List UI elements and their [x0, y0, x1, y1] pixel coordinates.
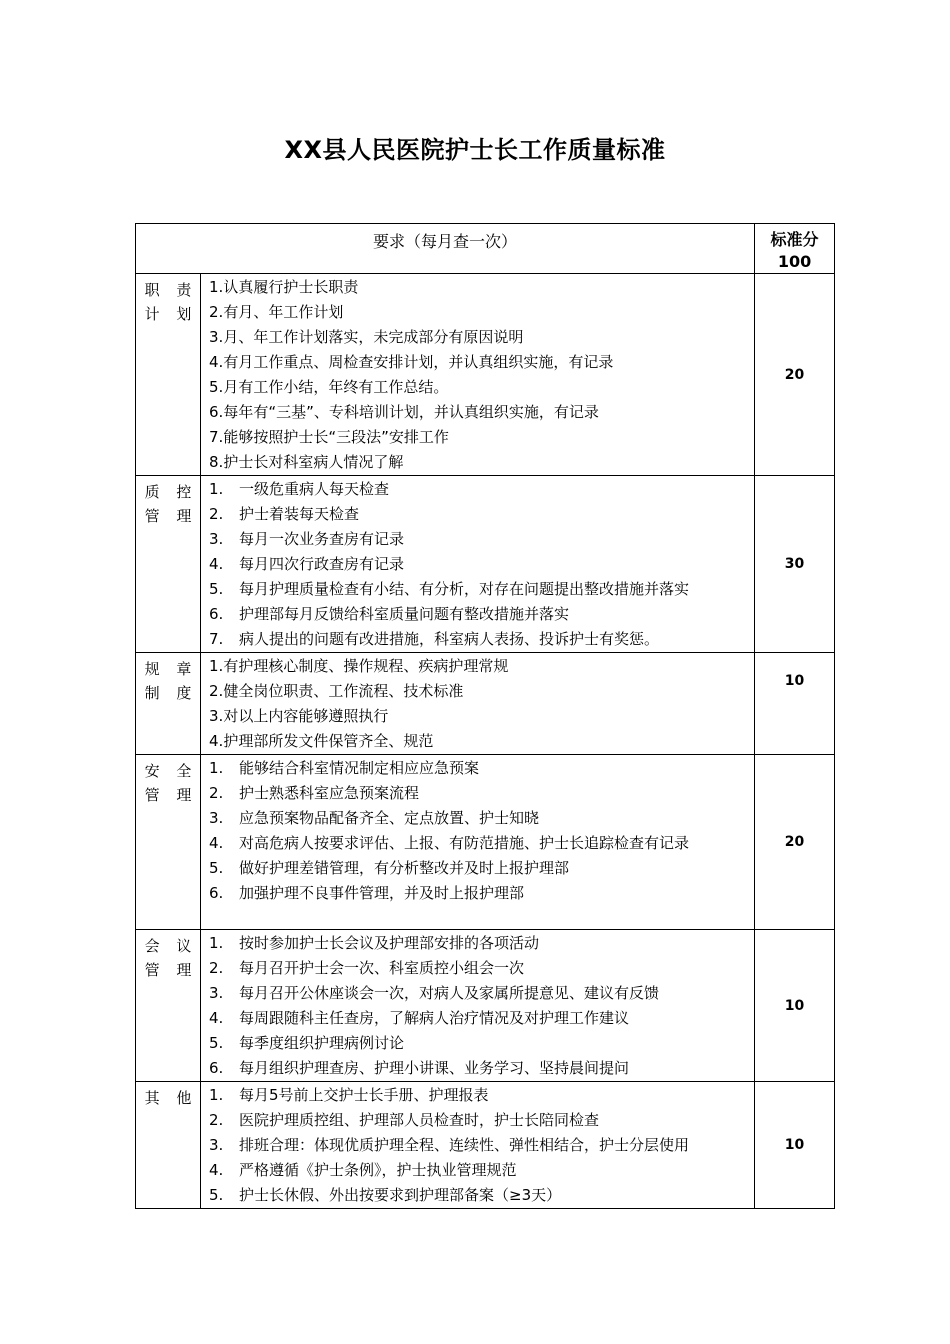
item-text: 严格遵循《护士条例》，护士执业管理规范: [239, 1161, 517, 1179]
item-text: 每季度组织护理病例讨论: [239, 1034, 405, 1052]
list-item: [209, 527, 750, 552]
item-text: 病人提出的问题有改进措施，科室病人表扬、投诉护士有奖惩。: [239, 630, 660, 648]
item-text: 每月四次行政查房有记录: [239, 555, 405, 573]
category-cell: [136, 930, 201, 1082]
item-number: 3.: [209, 328, 224, 346]
list-item: [209, 781, 750, 806]
item-text: 对以上内容能够遵照执行: [223, 707, 389, 725]
list-item: [209, 450, 750, 475]
list-item: [209, 679, 750, 704]
item-number: 1.: [209, 657, 224, 675]
item-number: 4.: [209, 1161, 224, 1179]
category-label: 制 度: [144, 684, 198, 702]
list-item: [209, 729, 750, 754]
item-text: 健全岗位职责、工作流程、技术标准: [223, 682, 464, 700]
score-header-total: 100: [777, 252, 812, 271]
item-number: 1.: [209, 759, 224, 777]
category-cell: [136, 755, 201, 930]
item-number: 6.: [209, 403, 224, 421]
item-number: 8.: [209, 453, 224, 471]
item-number: 4.: [209, 1009, 224, 1027]
item-number: 2.: [209, 505, 224, 523]
item-number: 3.: [209, 984, 224, 1002]
item-text: 医院护理质控组、护理部人员检查时，护士长陪同检查: [239, 1111, 600, 1129]
item-number: 5.: [209, 1186, 224, 1204]
list-item: [209, 1056, 750, 1081]
list-item: [209, 602, 750, 627]
page-title: XX县人民医院护士长工作质量标准: [284, 136, 666, 164]
list-item: [209, 477, 750, 502]
category-label: 管 理: [144, 786, 198, 804]
item-text: 能够按照护士长“三段法”安排工作: [223, 428, 449, 446]
item-number: 2.: [209, 1111, 224, 1129]
list-item: [209, 1133, 750, 1158]
item-number: 1.: [209, 1086, 224, 1104]
requirements-cell: [201, 930, 755, 1082]
list-item: [209, 425, 750, 450]
item-number: 3.: [209, 530, 224, 548]
list-item: [209, 1108, 750, 1133]
list-item: [209, 350, 750, 375]
score-value: 10: [755, 653, 835, 755]
item-text: 排班合理：体现优质护理全程、连续性、弹性相结合，护士分层使用: [239, 1136, 690, 1154]
score-value: 10: [755, 1082, 835, 1209]
item-number: 3.: [209, 809, 224, 827]
list-item: [209, 1158, 750, 1183]
item-text: 护士长对科室病人情况了解: [223, 453, 404, 471]
list-item: [209, 1183, 750, 1208]
category-label: 规 章: [144, 660, 198, 678]
item-text: 护士熟悉科室应急预案流程: [239, 784, 420, 802]
category-cell: [136, 476, 201, 653]
item-text: 每月召开护士会一次、科室质控小组会一次: [239, 959, 525, 977]
item-text: 每月护理质量检查有小结、有分析，对存在问题提出整改措施并落实: [239, 580, 690, 598]
item-text: 护理部每月反馈给科室质量问题有整改措施并落实: [239, 605, 570, 623]
item-text: 有月、年工作计划: [223, 303, 344, 321]
item-number: 7.: [209, 428, 224, 446]
list-item: [209, 275, 750, 300]
item-number: 2.: [209, 959, 224, 977]
item-text: 按时参加护士长会议及护理部安排的各项活动: [239, 934, 540, 952]
item-number: 3.: [209, 707, 224, 725]
item-number: 2.: [209, 682, 224, 700]
category-label: 计 划: [144, 305, 198, 323]
category-cell: [136, 653, 201, 755]
list-item: [209, 831, 750, 856]
item-text: 护士长休假、外出按要求到护理部备案（≥3天）: [239, 1186, 562, 1204]
item-text: 对高危病人按要求评估、上报、有防范措施、护士长追踪检查有记录: [239, 834, 690, 852]
item-text: 有护理核心制度、操作规程、疾病护理常规: [223, 657, 509, 675]
requirements-cell: [201, 476, 755, 653]
item-number: 5.: [209, 1034, 224, 1052]
item-number: 5.: [209, 378, 224, 396]
list-item: [209, 956, 750, 981]
item-number: 4.: [209, 834, 224, 852]
item-number: 7.: [209, 630, 224, 648]
list-item: [209, 300, 750, 325]
list-item: [209, 1083, 750, 1108]
list-item: [209, 654, 750, 679]
item-number: 1.: [209, 480, 224, 498]
item-number: 1.: [209, 934, 224, 952]
item-number: 1.: [209, 278, 224, 296]
list-item: [209, 400, 750, 425]
list-item: [209, 375, 750, 400]
category-label: 管 理: [144, 961, 198, 979]
list-item: [209, 1006, 750, 1031]
score-value: 10: [755, 930, 835, 1082]
section-row-meeting-management: [136, 930, 835, 1082]
category-label: 安 全: [144, 762, 198, 780]
list-item: [209, 552, 750, 577]
section-row-rules-system: [136, 653, 835, 755]
item-number: 2.: [209, 784, 224, 802]
item-number: 5.: [209, 859, 224, 877]
category-label: 其 他: [144, 1089, 198, 1107]
item-number: 2.: [209, 303, 224, 321]
section-row-safety-management: [136, 755, 835, 930]
score-header: [755, 224, 835, 274]
item-text: 月有工作小结，年终有工作总结。: [223, 378, 449, 396]
list-item: [209, 981, 750, 1006]
list-item: [209, 704, 750, 729]
list-item: [209, 325, 750, 350]
item-text: 应急预案物品配备齐全、定点放置、护士知晓: [239, 809, 540, 827]
category-label: 会 议: [144, 937, 198, 955]
list-item: [209, 756, 750, 781]
item-number: 4.: [209, 732, 224, 750]
item-text: 有月工作重点、周检查安排计划，并认真组织实施，有记录: [223, 353, 614, 371]
list-item: [209, 931, 750, 956]
category-label: 质 控: [144, 483, 198, 501]
item-text: 每周跟随科主任查房，了解病人治疗情况及对护理工作建议: [239, 1009, 630, 1027]
item-number: 6.: [209, 605, 224, 623]
item-number: 6.: [209, 884, 224, 902]
item-number: 4.: [209, 555, 224, 573]
list-item: [209, 627, 750, 652]
category-label: 管 理: [144, 507, 198, 525]
score-header-label: 标准分: [770, 230, 819, 249]
requirements-cell: [201, 274, 755, 476]
score-value: 20: [755, 274, 835, 476]
score-value: 20: [755, 755, 835, 930]
item-number: 5.: [209, 580, 224, 598]
quality-standard-table: [135, 223, 835, 1209]
item-text: 每月5号前上交护士长手册、护理报表: [239, 1086, 489, 1104]
category-cell: [136, 274, 201, 476]
list-item: [209, 806, 750, 831]
list-item: [209, 502, 750, 527]
score-value: 30: [755, 476, 835, 653]
requirements-cell: [201, 1082, 755, 1209]
requirement-header: 要求（每月查一次）: [136, 224, 755, 274]
item-number: 6.: [209, 1059, 224, 1077]
category-label: 职 责: [144, 281, 198, 299]
item-text: 月、年工作计划落实，未完成部分有原因说明: [223, 328, 524, 346]
item-text: 每年有“三基”、专科培训计划，并认真组织实施，有记录: [223, 403, 599, 421]
category-cell: [136, 1082, 201, 1209]
item-text: 做好护理差错管理，有分析整改并及时上报护理部: [239, 859, 570, 877]
item-text: 认真履行护士长职责: [223, 278, 359, 296]
section-row-quality-control: [136, 476, 835, 653]
item-text: 一级危重病人每天检查: [239, 480, 390, 498]
list-item: [209, 577, 750, 602]
table-header-row: [136, 224, 835, 274]
item-text: 每月召开公休座谈会一次，对病人及家属所提意见、建议有反馈: [239, 984, 660, 1002]
item-number: 4.: [209, 353, 224, 371]
list-item: [209, 1031, 750, 1056]
item-text: 护士着装每天检查: [239, 505, 360, 523]
item-number: 3.: [209, 1136, 224, 1154]
requirements-cell: [201, 755, 755, 930]
section-row-duty-plan: [136, 274, 835, 476]
list-item: [209, 856, 750, 881]
item-text: 能够结合科室情况制定相应应急预案: [239, 759, 480, 777]
requirements-cell: [201, 653, 755, 755]
item-text: 加强护理不良事件管理，并及时上报护理部: [239, 884, 525, 902]
list-item: [209, 881, 750, 906]
item-text: 护理部所发文件保管齐全、规范: [223, 732, 434, 750]
section-row-other: [136, 1082, 835, 1209]
item-text: 每月组织护理查房、护理小讲课、业务学习、坚持晨间提问: [239, 1059, 630, 1077]
item-text: 每月一次业务查房有记录: [239, 530, 405, 548]
